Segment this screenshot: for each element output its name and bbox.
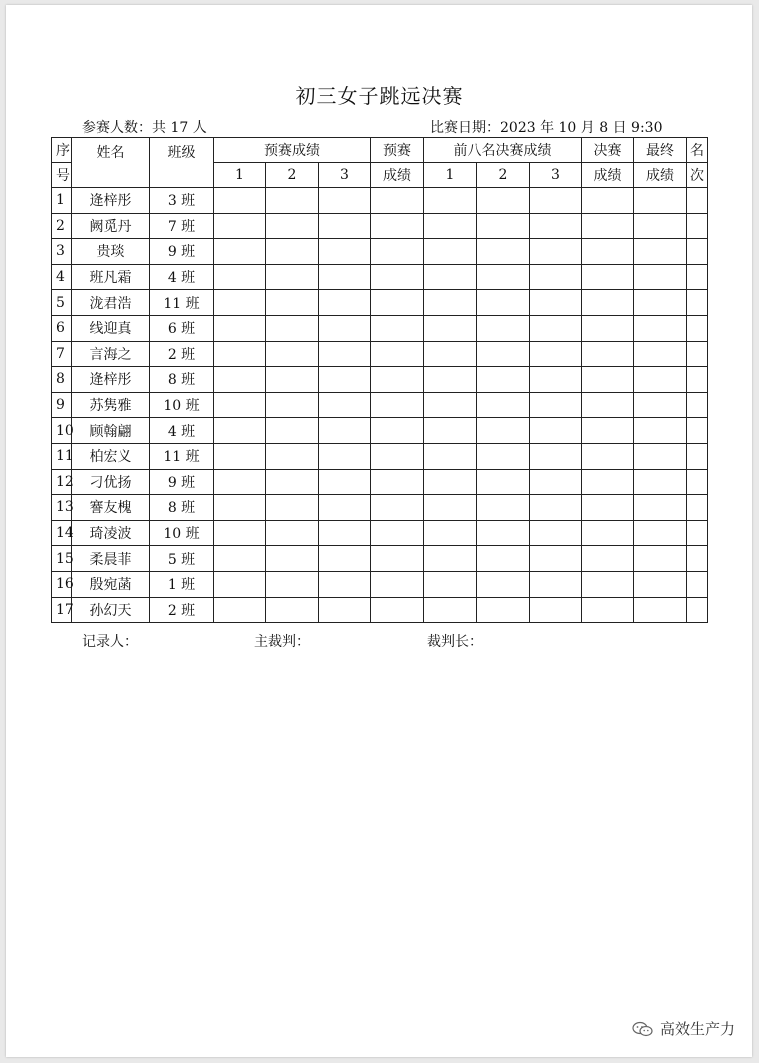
prelim-attempt-2-cell [266,213,319,239]
athlete-class: 11 班 [150,443,214,469]
final8-attempt-1-cell [424,520,477,546]
prelim-attempt-3-cell [319,546,371,572]
athlete-class: 4 班 [150,418,214,444]
prelim-attempt-2-cell [266,341,319,367]
prelim-attempt-1-cell [214,239,266,265]
prelim-attempt-3-cell [319,213,371,239]
final8-attempt-1-cell [424,315,477,341]
final8-attempt-3-cell [530,469,582,495]
athlete-class: 3 班 [150,188,214,214]
wechat-icon [632,1021,654,1037]
athlete-class: 2 班 [150,597,214,623]
referee-head-label: 裁判长： [427,634,483,650]
overall-cell [634,213,687,239]
athlete-name: 阙觅丹 [72,213,150,239]
final-total-cell [582,469,634,495]
prelim-attempt-2-cell [266,520,319,546]
athlete-name: 刁优扬 [72,469,150,495]
final8-attempt-1-cell [424,264,477,290]
header-overall-top: 最终 [634,138,687,163]
final8-attempt-3-cell [530,597,582,623]
header-rank-bottom: 次 [687,163,708,188]
final-total-cell [582,495,634,521]
athlete-class: 1 班 [150,571,214,597]
final8-attempt-1-cell [424,341,477,367]
final8-attempt-3-cell [530,418,582,444]
prelim-total-cell [371,546,424,572]
prelim-attempt-3-cell [319,597,371,623]
athlete-name: 顾翰翩 [72,418,150,444]
athlete-name: 言海之 [72,341,150,367]
header-idx-top: 序 [52,138,72,163]
prelim-total-cell [371,315,424,341]
athlete-class: 9 班 [150,239,214,265]
rank-cell [687,597,708,623]
overall-cell [634,367,687,393]
prelim-total-cell [371,443,424,469]
final8-attempt-3-cell [530,341,582,367]
participants-count: 参赛人数：共 17 人 [82,120,207,136]
final-total-cell [582,443,634,469]
final8-attempt-3-cell [530,392,582,418]
athlete-class: 7 班 [150,213,214,239]
prelim-total-cell [371,290,424,316]
overall-cell [634,315,687,341]
athlete-name: 贵琰 [72,239,150,265]
header-name: 姓名 [72,138,150,188]
overall-cell [634,264,687,290]
overall-cell [634,188,687,214]
overall-cell [634,443,687,469]
athlete-name: 柔晨菲 [72,546,150,572]
row-index: 10 [52,418,72,444]
final8-attempt-2-cell [477,188,530,214]
table-row [52,443,708,469]
table-header [52,138,708,188]
prelim-total-cell [371,264,424,290]
prelim-total-cell [371,597,424,623]
final8-attempt-1-cell [424,188,477,214]
final8-attempt-1-cell [424,546,477,572]
table-row [52,367,708,393]
athlete-class: 8 班 [150,367,214,393]
overall-cell [634,341,687,367]
header-final8-group: 前八名决赛成绩 [424,138,582,163]
prelim-total-cell [371,239,424,265]
final8-attempt-3-cell [530,188,582,214]
rank-cell [687,495,708,521]
header-prelim-group: 预赛成绩 [214,138,371,163]
rank-cell [687,315,708,341]
prelim-attempt-2-cell [266,367,319,393]
prelim-attempt-3-cell [319,341,371,367]
final-total-cell [582,341,634,367]
prelim-attempt-3-cell [319,443,371,469]
final8-attempt-1-cell [424,213,477,239]
rank-cell [687,264,708,290]
overall-cell [634,392,687,418]
final-total-cell [582,315,634,341]
overall-cell [634,571,687,597]
prelim-total-cell [371,213,424,239]
row-index: 8 [52,367,72,393]
rank-cell [687,571,708,597]
table-row [52,495,708,521]
prelim-total-cell [371,367,424,393]
overall-cell [634,495,687,521]
row-index: 14 [52,520,72,546]
prelim-attempt-3-cell [319,367,371,393]
table-row [52,341,708,367]
prelim-total-cell [371,188,424,214]
final-total-cell [582,546,634,572]
prelim-attempt-3-cell [319,188,371,214]
prelim-attempt-3-cell [319,239,371,265]
athlete-class: 8 班 [150,495,214,521]
row-index: 11 [52,443,72,469]
prelim-attempt-2-cell [266,188,319,214]
athlete-class: 2 班 [150,341,214,367]
final-total-cell [582,392,634,418]
final8-attempt-2-cell [477,290,530,316]
athlete-class: 11 班 [150,290,214,316]
watermark [632,1018,735,1039]
final8-attempt-3-cell [530,367,582,393]
page-title: 初三女子跳远决赛 [295,84,464,108]
prelim-attempt-1-cell [214,392,266,418]
athlete-class: 6 班 [150,315,214,341]
prelim-attempt-2-cell [266,239,319,265]
overall-cell [634,418,687,444]
final8-attempt-2-cell [477,597,530,623]
prelim-attempt-1-cell [214,418,266,444]
final8-attempt-3-cell [530,315,582,341]
final-total-cell [582,597,634,623]
row-index: 6 [52,315,72,341]
overall-cell [634,239,687,265]
table-row [52,418,708,444]
final8-attempt-3-cell [530,213,582,239]
row-index: 13 [52,495,72,521]
final-total-cell [582,188,634,214]
rank-cell [687,546,708,572]
final8-attempt-3-cell [530,443,582,469]
prelim-attempt-2-cell [266,290,319,316]
prelim-attempt-2-cell [266,469,319,495]
table-row [52,188,708,214]
prelim-attempt-1-cell [214,341,266,367]
header-prelim-total-bottom: 成绩 [371,163,424,188]
final8-attempt-1-cell [424,392,477,418]
prelim-attempt-3-cell [319,290,371,316]
final8-attempt-3-cell [530,571,582,597]
prelim-attempt-1-cell [214,443,266,469]
table-row [52,571,708,597]
final-total-cell [582,367,634,393]
prelim-attempt-1-cell [214,290,266,316]
header-overall-bottom: 成绩 [634,163,687,188]
prelim-attempt-1-cell [214,520,266,546]
prelim-attempt-2-cell [266,264,319,290]
table-row [52,290,708,316]
final8-attempt-1-cell [424,597,477,623]
overall-cell [634,597,687,623]
athlete-class: 9 班 [150,469,214,495]
final-total-cell [582,213,634,239]
row-index: 4 [52,264,72,290]
final8-attempt-2-cell [477,443,530,469]
recorder-label: 记录人： [82,634,138,650]
prelim-attempt-3-cell [319,315,371,341]
final8-attempt-2-cell [477,341,530,367]
prelim-attempt-3-cell [319,264,371,290]
final8-attempt-2-cell [477,367,530,393]
rank-cell [687,188,708,214]
prelim-attempt-2-cell [266,418,319,444]
final8-attempt-1-cell [424,469,477,495]
row-index: 16 [52,571,72,597]
final8-attempt-2-cell [477,520,530,546]
final-total-cell [582,264,634,290]
final8-attempt-1-cell [424,443,477,469]
row-index: 12 [52,469,72,495]
header-final8-attempt-3: 3 [530,163,582,188]
rank-cell [687,290,708,316]
prelim-attempt-1-cell [214,188,266,214]
athlete-class: 10 班 [150,392,214,418]
prelim-attempt-2-cell [266,443,319,469]
row-index: 5 [52,290,72,316]
final8-attempt-2-cell [477,571,530,597]
final8-attempt-2-cell [477,213,530,239]
table-row [52,597,708,623]
athlete-name: 线迎真 [72,315,150,341]
prelim-total-cell [371,495,424,521]
athlete-name: 泷君浩 [72,290,150,316]
rank-cell [687,367,708,393]
watermark-text: 高效生产力 [659,1020,735,1038]
row-index: 2 [52,213,72,239]
header-rank-top: 名 [687,138,708,163]
final8-attempt-2-cell [477,392,530,418]
final8-attempt-3-cell [530,264,582,290]
final8-attempt-3-cell [530,546,582,572]
table-row [52,315,708,341]
prelim-attempt-2-cell [266,546,319,572]
athlete-name: 謇友槐 [72,495,150,521]
prelim-total-cell [371,392,424,418]
athlete-class: 10 班 [150,520,214,546]
final8-attempt-3-cell [530,520,582,546]
prelim-attempt-3-cell [319,418,371,444]
prelim-attempt-1-cell [214,264,266,290]
header-final-total-bottom: 成绩 [582,163,634,188]
table-body [52,188,708,623]
final8-attempt-2-cell [477,546,530,572]
rank-cell [687,213,708,239]
overall-cell [634,469,687,495]
athlete-name: 苏隽雅 [72,392,150,418]
final-total-cell [582,239,634,265]
table-row [52,469,708,495]
prelim-total-cell [371,341,424,367]
final-total-cell [582,418,634,444]
prelim-attempt-3-cell [319,495,371,521]
row-index: 15 [52,546,72,572]
header-final8-attempt-2: 2 [477,163,530,188]
prelim-attempt-2-cell [266,597,319,623]
final8-attempt-2-cell [477,315,530,341]
table-row [52,520,708,546]
prelim-total-cell [371,418,424,444]
prelim-attempt-1-cell [214,546,266,572]
final8-attempt-3-cell [530,290,582,316]
header-final-total-top: 决赛 [582,138,634,163]
prelim-attempt-3-cell [319,469,371,495]
final8-attempt-1-cell [424,495,477,521]
header-final8-attempt-1: 1 [424,163,477,188]
athlete-name: 殷宛菡 [72,571,150,597]
row-index: 7 [52,341,72,367]
rank-cell [687,443,708,469]
final8-attempt-1-cell [424,239,477,265]
final8-attempt-2-cell [477,264,530,290]
prelim-total-cell [371,469,424,495]
athlete-class: 4 班 [150,264,214,290]
final-total-cell [582,571,634,597]
row-index: 9 [52,392,72,418]
header-idx-bottom: 号 [52,163,72,188]
header-prelim-attempt-3: 3 [319,163,371,188]
prelim-attempt-2-cell [266,392,319,418]
final-total-cell [582,520,634,546]
prelim-attempt-1-cell [214,469,266,495]
prelim-attempt-2-cell [266,571,319,597]
final8-attempt-1-cell [424,367,477,393]
prelim-attempt-3-cell [319,520,371,546]
final8-attempt-1-cell [424,290,477,316]
final8-attempt-3-cell [530,495,582,521]
header-class: 班级 [150,138,214,188]
rank-cell [687,392,708,418]
header-prelim-attempt-1: 1 [214,163,266,188]
final8-attempt-2-cell [477,418,530,444]
rank-cell [687,341,708,367]
table-row [52,239,708,265]
athlete-name: 柏宏义 [72,443,150,469]
athlete-name: 孙幻天 [72,597,150,623]
final8-attempt-2-cell [477,495,530,521]
final8-attempt-2-cell [477,469,530,495]
prelim-attempt-1-cell [214,597,266,623]
rank-cell [687,469,708,495]
table-row [52,392,708,418]
final-total-cell [582,290,634,316]
overall-cell [634,290,687,316]
overall-cell [634,546,687,572]
row-index: 17 [52,597,72,623]
chief-judge-label: 主裁判： [254,634,310,650]
final8-attempt-1-cell [424,418,477,444]
table-row [52,213,708,239]
athlete-class: 5 班 [150,546,214,572]
athlete-name: 逄梓彤 [72,367,150,393]
rank-cell [687,418,708,444]
prelim-attempt-1-cell [214,213,266,239]
row-index: 1 [52,188,72,214]
final8-attempt-1-cell [424,571,477,597]
row-index: 3 [52,239,72,265]
prelim-total-cell [371,520,424,546]
rank-cell [687,239,708,265]
table-row [52,264,708,290]
prelim-attempt-3-cell [319,571,371,597]
header-prelim-attempt-2: 2 [266,163,319,188]
athlete-name: 逄梓彤 [72,188,150,214]
athlete-name: 琦凌波 [72,520,150,546]
competition-date: 比赛日期：2023 年 10 月 8 日 9:30 [430,120,663,136]
rank-cell [687,520,708,546]
prelim-attempt-2-cell [266,315,319,341]
header-prelim-total-top: 预赛 [371,138,424,163]
table-row [52,546,708,572]
prelim-attempt-1-cell [214,367,266,393]
overall-cell [634,520,687,546]
prelim-attempt-2-cell [266,495,319,521]
final8-attempt-2-cell [477,239,530,265]
prelim-attempt-1-cell [214,495,266,521]
results-table [51,137,708,623]
prelim-attempt-3-cell [319,392,371,418]
prelim-attempt-1-cell [214,571,266,597]
final8-attempt-3-cell [530,239,582,265]
prelim-attempt-1-cell [214,315,266,341]
athlete-name: 班凡霜 [72,264,150,290]
prelim-total-cell [371,571,424,597]
